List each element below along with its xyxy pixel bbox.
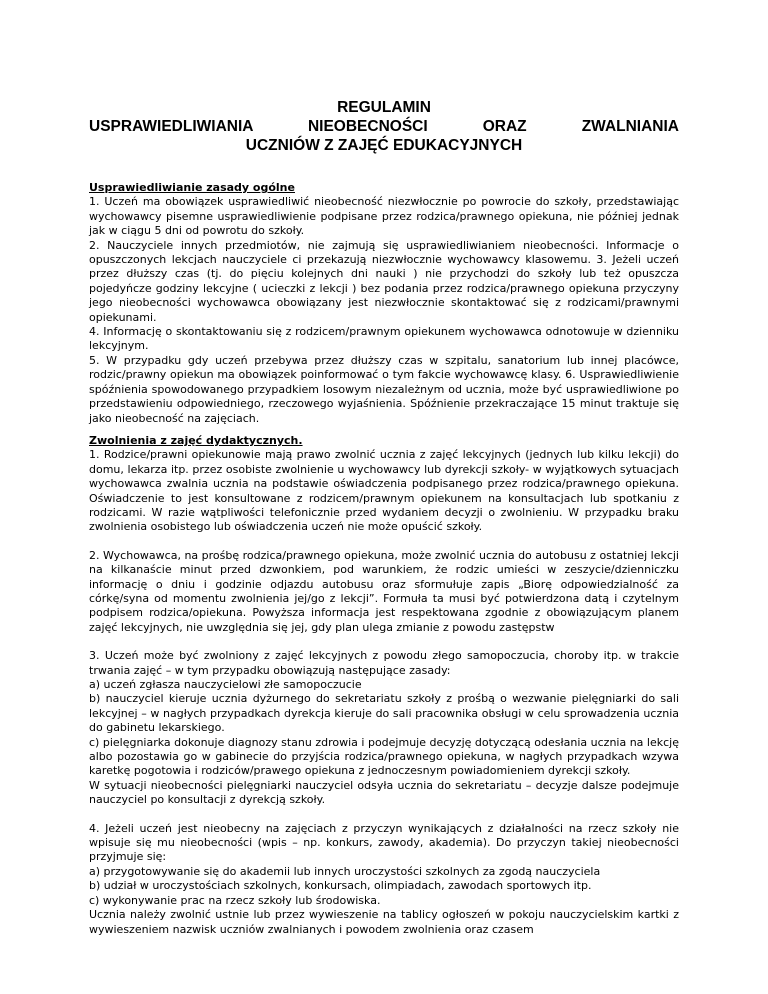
- paragraph: 3. Uczeń może być zwolniony z zajęć lekcyjnych z powodu złego samopoczucia, choroby itp. w trakcie trwania zajęć – w tym przypadku obowiązują następujące zasady:: [89, 649, 679, 677]
- paragraph: Ucznia należy zwolnić ustnie lub przez wywieszenie na tablicy ogłoszeń w pokoju nauczycielskim kartki z wywieszeniem nazwisk uczniów zwalnianych i powodem zwolnienia oraz czasem: [89, 908, 679, 936]
- paragraph: 5. W przypadku gdy uczeń przebywa przez dłuższy czas w szpitalu, sanatorium lub innej placówce, rodzic/prawny opiekun ma obowiązek poinformować o tym fakcie wychowawcę klasy. 6. Usprawiedliwienie spóźnienia spowodowanego przypadkiem losowym niezależnym od ucznia, może być usprawiedliwione po przedstawieniu odpowiedniego, rzeczowego wyjaśnienia. Spóźnienie przekraczające 15 minut traktuje się jako nieobecność na zajęciach.: [89, 353, 679, 425]
- section-heading-release: Zwolnienia z zajęć dydaktycznych.: [89, 433, 303, 447]
- list-item: a) przygotowywanie się do akademii lub innych uroczystości szkolnych za zgodą nauczyciela: [89, 864, 601, 878]
- paragraph: 1. Uczeń ma obowiązek usprawiedliwić nieobecność niezwłocznie po powrocie do szkoły, przedstawiając wychowawcy pisemne usprawiedliwienie podpisane przez rodzica/prawnego opiekuna, nie później jednak jak w ciągu 5 dni od powrotu do szkoły.: [89, 195, 679, 238]
- list-item: b) nauczyciel kieruje ucznia dyżurnego do sekretariatu szkoły z prośbą o wezwanie pielęgniarki do sali lekcyjnej – w nagłych przypadkach dyrekcja kieruje do sali pracownika obsługi w celu sprowadzenia ucznia do gabinetu lekarskiego.: [89, 692, 679, 735]
- list-item: b) udział w uroczystościach szkolnych, konkursach, olimpiadach, zawodach sportowych itp.: [89, 879, 592, 893]
- title-line-3: UCZNIÓW Z ZAJĘĆ EDUKACYJNYCH: [245, 137, 523, 154]
- paragraph: 1. Rodzice/prawni opiekunowie mają prawo zwolnić ucznia z zajęć lekcyjnych (jednych lub kilku lekcji) do domu, lekarza itp. przez osobiste zwolnienie u wychowawcy lub dyrekcji szkoły- w wyjątkowych sytuacjach wychowawca zwalnia ucznia na podstawie oświadczenia podpisanego przez rodzica/prawnego opiekuna. Oświadczenie to jest konsultowane z rodzicem/prawnym opiekunem na konsultacjach lub spotkaniu z rodzicami. W razie wątpliwości telefonicznie przed wydaniem decyzji o zwolnieniu. W przypadku braku zwolnienia osobistego lub oświadczenia uczeń nie może opuścić szkoły.: [89, 448, 679, 534]
- document-body: [89, 181, 679, 937]
- list-item: c) pielęgniarka dokonuje diagnozy stanu zdrowia i podejmuje decyzję dotyczącą odesłania ucznia na lekcję albo pozostawia go w gabinecie do przyjścia rodzica/prawnego opiekuna, w nagłych przypadkach wzywa karetkę pogotowia i rodziców/prawego opiekuna z jednoczesnym powiadomieniem dyrekcji szkoły.: [89, 735, 679, 778]
- list-item: a) uczeń zgłasza nauczycielowi złe samopoczucie: [89, 678, 362, 691]
- title-line-2: USPRAWIEDLIWIANIA NIEOBECNOŚCI ORAZ ZWALNIANIA: [89, 118, 679, 135]
- title-line-1: REGULAMIN: [337, 99, 431, 116]
- section-heading-general: Usprawiedliwianie zasady ogólne: [89, 181, 295, 194]
- paragraph: W sytuacji nieobecności pielęgniarki nauczyciel odsyła ucznia do sekretariatu – decyzje dalsze podejmuje nauczyciel po konsultacji z dyrekcją szkoły.: [89, 778, 679, 807]
- paragraph: 4. Informację o skontaktowaniu się z rodzicem/prawnym opiekunem wychowawca odnotowuje w dzienniku lekcyjnym.: [89, 325, 679, 353]
- paragraph: 2. Wychowawca, na prośbę rodzica/prawnego opiekuna, może zwolnić ucznia do autobusu z ostatniej lekcji na kilkanaście minut przed dzwonkiem, pod warunkiem, że rodzic umieści w zeszycie/dzienniczku informację o dniu i godzinie odjazdu autobusu oraz sformułuje zapis „Biorę odpowiedzialność za córkę/syna od momentu zwolnienia jej/go z lekcji”. Formuła ta musi być potwierdzona datą i czytelnym podpisem rodzica/opiekuna. Powyższa informacja jest respektowana zgodnie z obowiązującym planem zajęć lekcyjnych, nie uwzględnia się jej, gdy plan ulega zmianie z powodu zastępstw: [89, 548, 679, 634]
- paragraph: 2. Nauczyciele innych przedmiotów, nie zajmują się usprawiedliwianiem nieobecności. Informacje o opuszczonych lekcjach nauczyciele ci przekazują niezwłocznie wychowawcy klasowemu. 3. Jeżeli uczeń przez dłuższy czas (tj. do pięciu kolejnych dni nauki ) nie przychodzi do szkoły lub też opuszcza pojedyńcze godziny lekcyjne ( ucieczki z lekcji ) bez podania przez rodzica/prawnego opiekuna przyczyny jego nieobecności wychowawca obowiązany jest niezwłocznie skontaktować się z rodzicami/prawnymi opiekunami.: [89, 238, 679, 324]
- list-item: c) wykonywanie prac na rzecz szkoły lub środowiska.: [89, 893, 381, 907]
- paragraph: 4. Jeżeli uczeń jest nieobecny na zajęciach z przyczyn wynikających z działalności na rzecz szkoły nie wpisuje się mu nieobecności (wpis – np. konkurs, zawody, akademia). Do przyczyn takiej nieobecności przyjmuje się:: [89, 821, 679, 864]
